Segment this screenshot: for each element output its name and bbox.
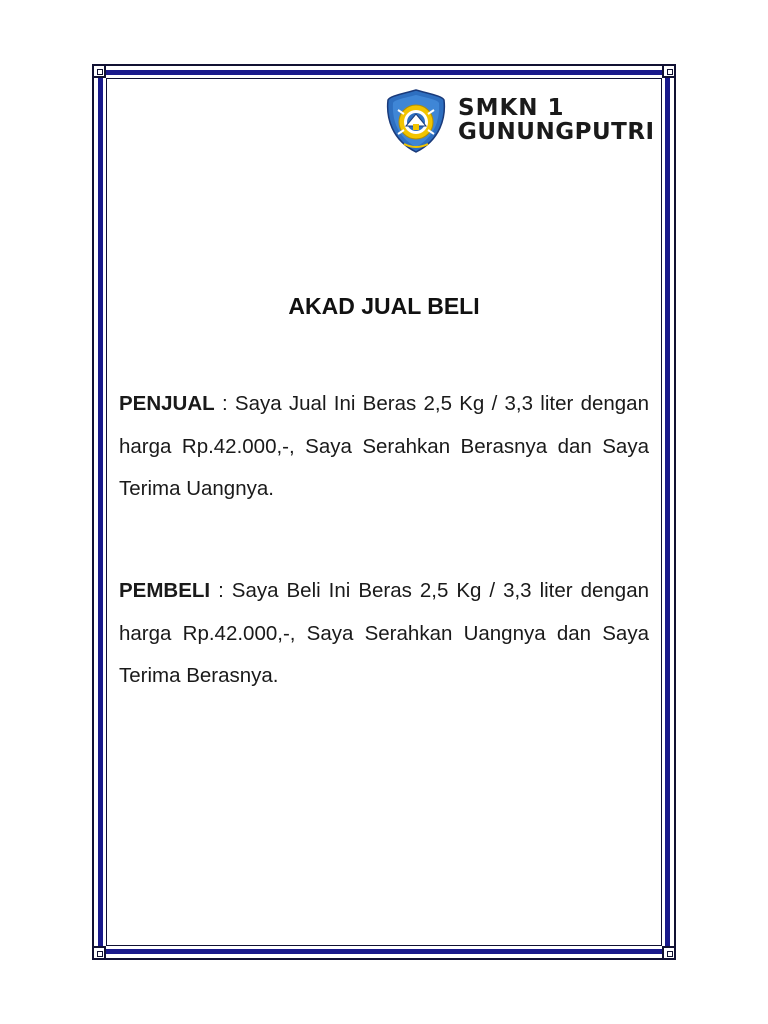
page-border-inner xyxy=(106,78,662,946)
school-name-line1: SMKN 1 xyxy=(458,95,565,121)
seller-label: PENJUAL xyxy=(119,392,215,415)
school-logo xyxy=(384,86,656,158)
document-title: AKAD JUAL BELI xyxy=(288,293,480,319)
border-corner-bottom-right xyxy=(662,946,676,960)
border-corner-top-left xyxy=(92,64,106,78)
seller-separator: : xyxy=(214,392,235,415)
buyer-label: PEMBELI xyxy=(119,579,211,602)
border-corner-top-right xyxy=(662,64,676,78)
school-name xyxy=(458,96,655,144)
border-corner-bottom-left xyxy=(92,946,106,960)
school-name-line2: GUNUNGPUTRI xyxy=(458,119,655,145)
school-emblem-icon xyxy=(384,88,448,154)
buyer-separator: : xyxy=(210,579,232,602)
seller-paragraph xyxy=(119,383,649,511)
seller-statement: Saya Jual Ini Beras 2,5 Kg / 3,3 liter dengan harga Rp.42.000,-, Saya Serahkan Berasnya dan Saya Terima Uangnya. xyxy=(119,392,649,500)
buyer-statement: Saya Beli Ini Beras 2,5 Kg / 3,3 liter dengan harga Rp.42.000,-, Saya Serahkan Uangnya dan Saya Terima Berasnya. xyxy=(119,579,649,687)
buyer-paragraph xyxy=(119,570,649,698)
